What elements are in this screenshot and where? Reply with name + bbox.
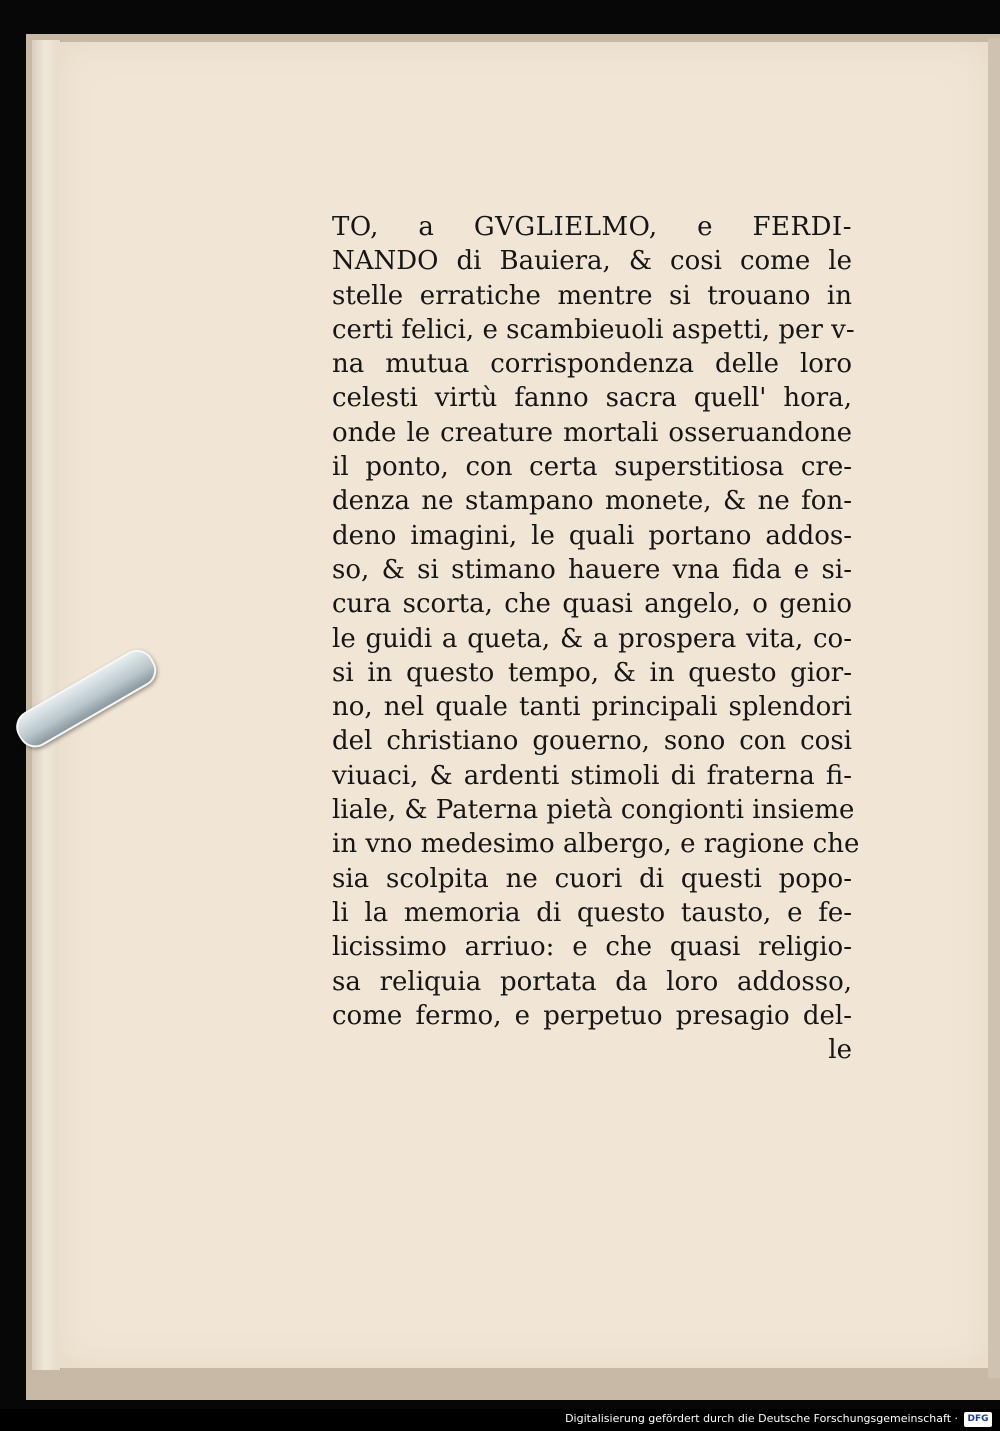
text-line: liale, & Paterna pietà congionti insieme (332, 795, 855, 826)
text-line: come fermo, e perpetuo presagio del- (332, 1000, 852, 1031)
text-line: deno imagini, le quali portano addos- (332, 520, 852, 551)
text-line: sa reliquia portata da loro addosso, (332, 966, 852, 997)
text-line: il ponto, con certa superstitiosa cre- (332, 452, 852, 483)
text-line: sia scolpita ne cuori di questi popo- (332, 863, 852, 894)
text-line: onde le creature mortali osseruandone (332, 417, 852, 448)
text-line: celesti virtù fanno sacra quell' hora, (332, 383, 852, 414)
funding-credit: Digitalisierung gefördert durch die Deutsche Forschungsgemeinschaft · (565, 1412, 958, 1425)
text-line: si in questo tempo, & in questo gior- (332, 657, 852, 688)
page-text-block (332, 210, 860, 1067)
page-right-edge (988, 38, 1000, 1378)
text-line: licissimo arriuo: e che quasi religio- (332, 932, 852, 963)
text-line: cura scorta, che quasi angelo, o genio (332, 589, 852, 620)
dfg-logo: DFG (964, 1412, 992, 1427)
text-line: denza ne stampano monete, & ne fon- (332, 486, 852, 517)
text-line: viuaci, & ardenti stimoli di fraterna fi- (332, 760, 852, 791)
text-line: li la memoria di questo tausto, e fe- (332, 897, 852, 928)
text-line: certi felici, e scambieuoli aspetti, per v- (332, 314, 855, 345)
catchword: le (828, 1035, 852, 1066)
text-line: NANDO di Bauiera, & cosi come le (332, 246, 852, 277)
text-line: na mutua corrispondenza delle loro (332, 349, 852, 380)
text-line: TO, a GVGLIELMO, e FERDI- (332, 212, 852, 242)
text-line: del christiano gouerno, sono con cosi (332, 726, 852, 757)
text-line: no, nel quale tanti principali splendori (332, 692, 852, 723)
footer-bar (0, 1409, 1000, 1431)
text-line: so, & si stimano hauere vna fida e si- (332, 554, 852, 585)
text-line: le guidi a queta, & a prospera vita, co- (332, 623, 852, 654)
text-line: stelle erratiche mentre si trouano in (332, 280, 852, 311)
text-line: in vno medesimo albergo, e ragione che (332, 829, 860, 860)
